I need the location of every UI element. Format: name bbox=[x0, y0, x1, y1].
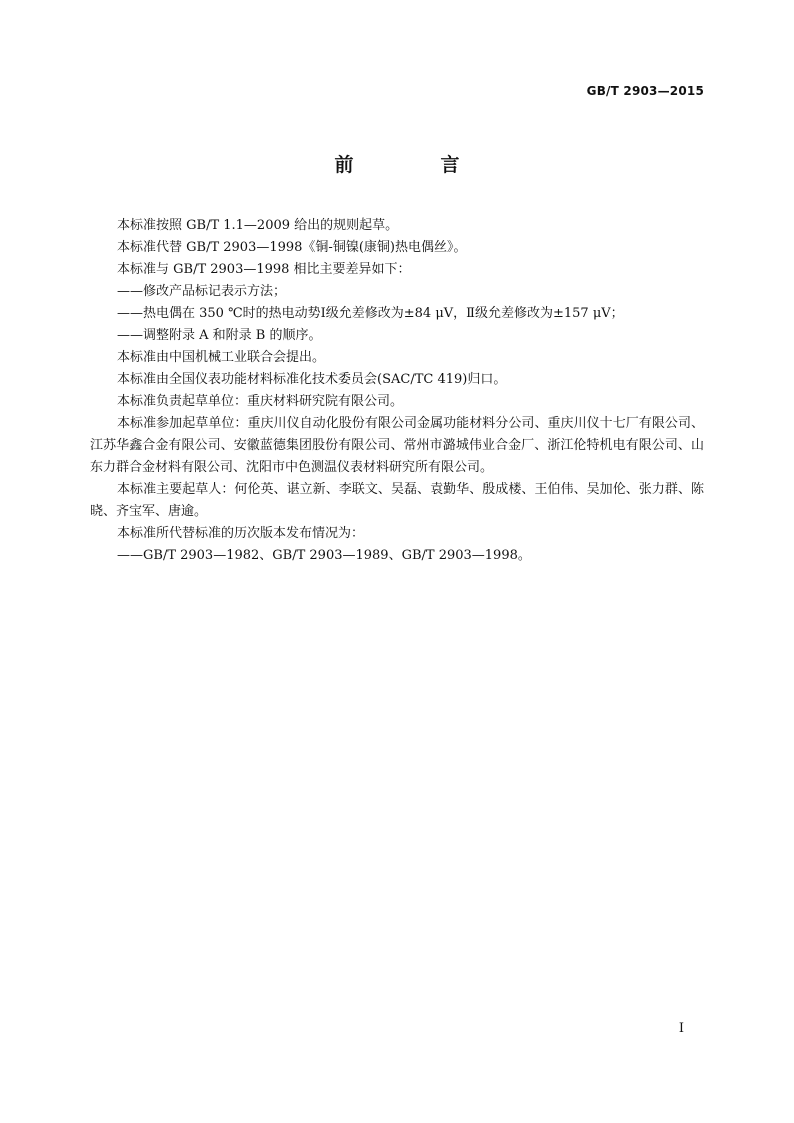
paragraph-participating-units: 本标准参加起草单位：重庆川仪自动化股份有限公司金属功能材料分公司、重庆川仪十七厂有限公司、江苏华鑫合金有限公司、安徽蓝德集团股份有限公司、常州市潞城伟业合金厂、浙江伦特机电有限公司、山东力群合金材料有限公司、沈阳市中色测温仪表材料研究所有限公司。 bbox=[90, 416, 704, 475]
paragraph-under-jurisdiction: 本标准由全国仪表功能材料标准化技术委员会(SAC/TC 419)归口。 bbox=[117, 372, 507, 387]
list-item-history: ——GB/T 2903—1982、GB/T 2903—1989、GB/T 2903—1998。 bbox=[117, 548, 531, 563]
list-item-difference-3: ——调整附录 A 和附录 B 的顺序。 bbox=[117, 328, 322, 343]
paragraph-proposed-by: 本标准由中国机械工业联合会提出。 bbox=[117, 350, 326, 365]
paragraph-lead-drafter: 本标准负责起草单位：重庆材料研究院有限公司。 bbox=[117, 394, 404, 409]
list-item-difference-2: ——热电偶在 350 ℃时的热电动势Ⅰ级允差修改为±84 μV，Ⅱ级允差修改为±157 μV； bbox=[117, 306, 624, 321]
list-item-difference-1: ——修改产品标记表示方法； bbox=[117, 284, 287, 299]
page-title: 前 言 bbox=[334, 154, 494, 176]
paragraph-history-intro: 本标准所代替标准的历次版本发布情况为： bbox=[117, 526, 365, 541]
paragraph-main-drafters: 本标准主要起草人：何伦英、谌立新、李联文、吴磊、袁勤华、殷成楼、王伯伟、吴加伦、张力群、陈晓、齐宝军、唐逾。 bbox=[90, 482, 704, 519]
paragraph-replaces: 本标准代替 GB/T 2903—1998《铜-铜镍(康铜)热电偶丝》。 bbox=[117, 240, 467, 255]
standard-code: GB/T 2903—2015 bbox=[586, 84, 704, 98]
paragraph-differences-intro: 本标准与 GB/T 2903—1998 相比主要差异如下： bbox=[117, 262, 411, 277]
paragraph-drafting-rules: 本标准按照 GB/T 1.1—2009 给出的规则起草。 bbox=[117, 218, 399, 233]
page-number: Ⅰ bbox=[678, 1021, 684, 1036]
foreword-body bbox=[90, 215, 704, 567]
